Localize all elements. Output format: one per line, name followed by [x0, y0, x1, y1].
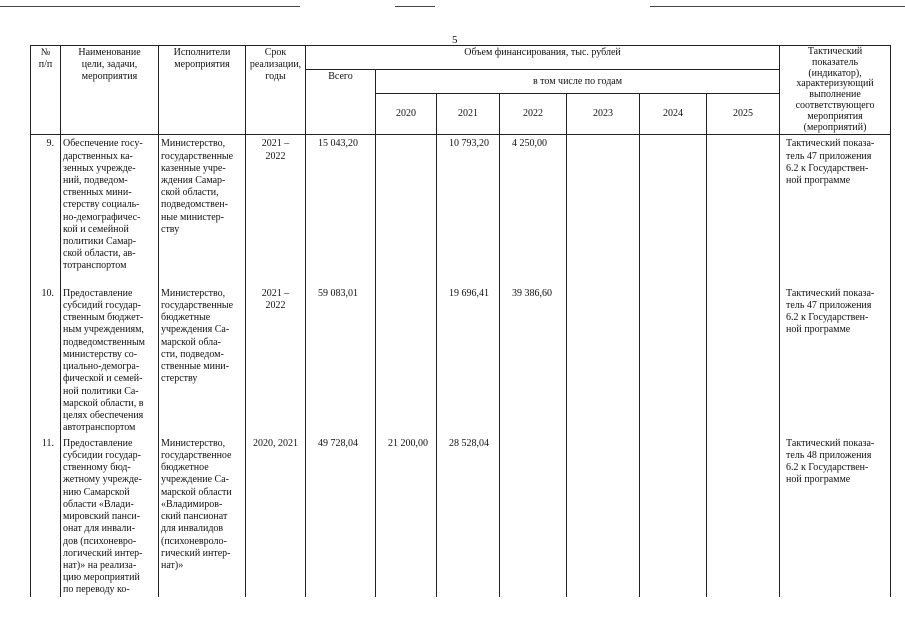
header-year-2021: 2021 — [437, 94, 500, 135]
table-row — [31, 135, 891, 285]
row-name: Обеспечение госу- дарственных ка- зенных учрежде- ний, подведом- ственных мини- стерству социаль- но-демографичес- кой и семейной политики Самар- ской области, ав- тотранспортом — [61, 135, 159, 285]
row-num: 9. — [31, 135, 61, 285]
row-2021: 28 528,04 — [437, 435, 500, 597]
header-num: № п/п — [31, 46, 61, 135]
row-2025 — [707, 135, 780, 285]
table-row — [31, 435, 891, 597]
header-total: Всего — [306, 70, 376, 135]
header-year-2025: 2025 — [707, 94, 780, 135]
row-name: Предоставление субсидий государ- ственным бюджет- ным учреждениям, подведомственным министерству со- циально-демогра- фической и семей- ной политики Са- марской области, в целях обеспечения автотранспортом — [61, 285, 159, 435]
row-indicator: Тактический показа- тель 48 приложения 6.2 к Государствен- ной программе — [780, 435, 891, 597]
scan-line-mid — [395, 6, 435, 7]
row-total: 15 043,20 — [306, 135, 376, 285]
header-year-2024: 2024 — [640, 94, 707, 135]
row-period: 2020, 2021 — [246, 435, 306, 597]
header-year-2023: 2023 — [567, 94, 640, 135]
page-number: 5 — [452, 34, 458, 46]
header-indicator: Тактический показатель (индикатор), характеризующий выполнение соответствующего мероприятия (мероприятий) — [780, 46, 891, 135]
row-2022: 39 386,60 — [500, 285, 567, 435]
header-executors: Исполнители мероприятия — [159, 46, 246, 135]
row-2023 — [567, 285, 640, 435]
row-2022 — [500, 435, 567, 597]
header-period: Срок реализации, годы — [246, 46, 306, 135]
row-executors: Министерство, государственные бюджетные учреждения Са- марской обла- сти, подведом- ственные мини- стерству — [159, 285, 246, 435]
scan-line-left — [0, 6, 300, 7]
row-num: 11. — [31, 435, 61, 597]
row-indicator: Тактический показа- тель 47 приложения 6.2 к Государствен- ной программе — [780, 285, 891, 435]
row-2020 — [376, 285, 437, 435]
header-financing: Объем финансирования, тыс. рублей — [306, 46, 780, 70]
row-2021: 10 793,20 — [437, 135, 500, 285]
row-period: 2021 – 2022 — [246, 135, 306, 285]
row-executors: Министерство, государственное бюджетное учреждение Са- марской области «Владимиров- ский пансионат для инвалидов (психоневроло- гический интер- нат)» — [159, 435, 246, 597]
row-total: 49 728,04 — [306, 435, 376, 597]
financing-table — [30, 45, 891, 597]
row-2025 — [707, 285, 780, 435]
row-2024 — [640, 135, 707, 285]
header-by-years: в том числе по годам — [376, 70, 780, 94]
row-2023 — [567, 135, 640, 285]
row-name: Предоставление субсидии государ- ственному бюд- жетному учрежде- нию Самарской области «Влади- мировский панси- онат для инвали- дов (психоневро- логический интер- нат)» на реализа- цию мероприятий по переводу ко- — [61, 435, 159, 597]
row-2020: 21 200,00 — [376, 435, 437, 597]
scan-line-right — [650, 6, 905, 7]
row-2020 — [376, 135, 437, 285]
row-2021: 19 696,41 — [437, 285, 500, 435]
row-2025 — [707, 435, 780, 597]
header-year-2022: 2022 — [500, 94, 567, 135]
row-2023 — [567, 435, 640, 597]
row-indicator: Тактический показа- тель 47 приложения 6.2 к Государствен- ной программе — [780, 135, 891, 285]
row-2024 — [640, 285, 707, 435]
row-period: 2021 – 2022 — [246, 285, 306, 435]
table-row — [31, 285, 891, 435]
row-executors: Министерство, государственные казенные учре- ждения Самар- ской области, подведомствен- ные министер- ству — [159, 135, 246, 285]
row-total: 59 083,01 — [306, 285, 376, 435]
header-year-2020: 2020 — [376, 94, 437, 135]
header-name: Наименование цели, задачи, мероприятия — [61, 46, 159, 135]
row-num: 10. — [31, 285, 61, 435]
row-2022: 4 250,00 — [500, 135, 567, 285]
row-2024 — [640, 435, 707, 597]
